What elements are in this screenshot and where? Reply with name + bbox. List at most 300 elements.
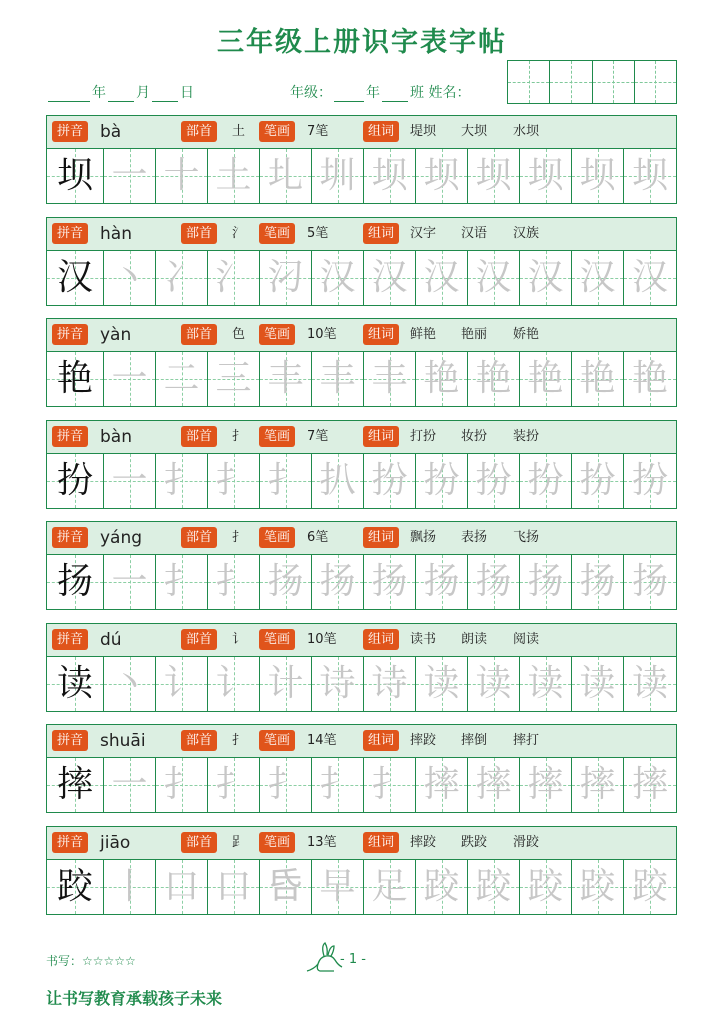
trace-character: 读 [475, 662, 512, 704]
pinyin-value: bàn [100, 426, 132, 447]
trace-cell[interactable] [260, 454, 312, 508]
trace-character: 摔 [579, 764, 616, 805]
trace-character: 丰 [371, 358, 408, 399]
trace-cell[interactable] [624, 555, 676, 609]
trace-character: 跤 [475, 865, 512, 907]
model-character: 读 [56, 662, 93, 704]
trace-character: 冫 [163, 256, 200, 298]
trace-character: 丨 [111, 865, 148, 907]
trace-cell[interactable] [260, 860, 312, 914]
trace-character: 扬 [475, 561, 512, 602]
trace-cell[interactable] [104, 251, 156, 305]
trace-character: 摔 [475, 764, 512, 805]
word-1: 摔跤 [410, 733, 437, 748]
trace-cell[interactable] [312, 454, 364, 508]
trace-cell[interactable] [208, 352, 260, 406]
words-tag: 组词 [363, 629, 399, 650]
trace-character: 二 [163, 358, 200, 399]
trace-character: 扌 [215, 459, 252, 501]
model-character: 扬 [56, 561, 93, 602]
radical-tag: 部首 [181, 629, 217, 650]
trace-character: 圳 [319, 155, 356, 196]
trace-cell[interactable] [364, 454, 416, 508]
strokes-tag: 笔画 [259, 324, 295, 345]
strokes-tag: 笔画 [259, 730, 295, 751]
block-header [47, 421, 676, 454]
block-header [47, 725, 676, 758]
model-character: 艳 [56, 358, 93, 399]
trace-character: 丶 [111, 256, 148, 298]
trace-cell[interactable] [156, 454, 208, 508]
page-title: 三年级上册识字表字帖 [217, 27, 507, 58]
trace-cell[interactable] [156, 657, 208, 711]
trace-character: 读 [527, 662, 564, 704]
strokes-tag: 笔画 [259, 832, 295, 853]
trace-cell[interactable] [416, 251, 468, 305]
pinyin-value: hàn [100, 223, 132, 244]
trace-cell[interactable] [520, 758, 572, 812]
trace-cell[interactable] [572, 860, 624, 914]
name-grid-cell[interactable] [550, 61, 592, 103]
trace-character: 摔 [423, 764, 460, 805]
trace-cell[interactable] [208, 454, 260, 508]
character-block [46, 115, 677, 204]
trace-character: 坝 [631, 155, 668, 196]
trace-cell[interactable] [416, 149, 468, 203]
name-grid-cell[interactable] [635, 61, 676, 103]
trace-cell[interactable] [468, 352, 520, 406]
trace-cell[interactable] [156, 352, 208, 406]
trace-character: 汉 [579, 256, 616, 298]
trace-cell[interactable] [468, 251, 520, 305]
trace-cell[interactable] [416, 758, 468, 812]
trace-character: 扮 [527, 459, 564, 501]
radical-value: 讠 [232, 631, 246, 647]
year-label: 年 [92, 85, 106, 101]
character-block [46, 724, 677, 813]
trace-cell[interactable] [520, 860, 572, 914]
trace-character: 跤 [423, 865, 460, 907]
trace-cell[interactable] [312, 555, 364, 609]
radical-tag: 部首 [181, 121, 217, 142]
block-header [47, 827, 676, 860]
trace-character: 扬 [579, 561, 616, 602]
trace-cell[interactable] [416, 352, 468, 406]
trace-cell[interactable] [364, 657, 416, 711]
trace-character: 扬 [267, 561, 304, 602]
trace-cell[interactable] [208, 555, 260, 609]
word-3: 水坝 [513, 124, 540, 139]
model-character: 汉 [56, 256, 93, 298]
trace-character: 一 [111, 155, 148, 196]
trace-cell[interactable] [572, 555, 624, 609]
trace-cell[interactable] [104, 149, 156, 203]
trace-character: 扌 [163, 561, 200, 602]
practice-row [47, 657, 676, 711]
trace-cell[interactable] [260, 251, 312, 305]
practice-row [47, 352, 676, 406]
trace-character: 扮 [371, 459, 408, 501]
model-character: 坝 [56, 155, 93, 196]
trace-cell[interactable] [104, 860, 156, 914]
model-character: 扮 [56, 459, 93, 501]
grade-label: 年级： [290, 85, 332, 101]
trace-cell[interactable] [208, 860, 260, 914]
trace-character: 扌 [319, 764, 356, 805]
practice-row [47, 860, 676, 914]
model-character: 摔 [56, 764, 93, 805]
word-2: 摔倒 [461, 733, 488, 748]
trace-character: 跤 [579, 865, 616, 907]
block-header [47, 319, 676, 352]
trace-cell[interactable] [572, 657, 624, 711]
class-blank[interactable] [382, 87, 408, 102]
name-grid-box[interactable] [507, 60, 677, 104]
practice-row [47, 454, 676, 508]
trace-cell[interactable] [624, 149, 676, 203]
word-3: 装扮 [513, 428, 540, 444]
trace-cell[interactable] [416, 657, 468, 711]
trace-cell[interactable] [468, 657, 520, 711]
trace-character: 扌 [163, 764, 200, 805]
trace-cell[interactable] [364, 352, 416, 406]
trace-character: 十 [163, 155, 200, 196]
block-header [47, 116, 676, 149]
words-tag: 组词 [363, 426, 399, 447]
word-1: 打扮 [410, 428, 437, 444]
strokes-value: 14笔 [307, 733, 337, 748]
pinyin-value: bà [100, 122, 122, 142]
model-cell [47, 555, 104, 609]
trace-character: 扮 [423, 459, 460, 501]
model-cell [47, 657, 104, 711]
radical-tag: 部首 [181, 426, 217, 447]
model-cell [47, 758, 104, 812]
trace-cell[interactable] [156, 149, 208, 203]
block-header [47, 624, 676, 657]
trace-character: 足 [371, 865, 408, 907]
character-block [46, 623, 677, 712]
trace-character: 扮 [631, 459, 668, 501]
word-3: 滑跤 [513, 834, 540, 850]
trace-cell[interactable] [104, 758, 156, 812]
trace-character: 艳 [423, 358, 460, 399]
pinyin-tag: 拼音 [52, 832, 88, 853]
trace-character: 坝 [371, 155, 408, 196]
trace-character: 扮 [579, 459, 616, 501]
word-1: 汉字 [410, 225, 437, 241]
pinyin-value: shuāi [100, 731, 146, 751]
trace-character: 一 [111, 561, 148, 602]
trace-cell[interactable] [312, 149, 364, 203]
trace-character: 扬 [631, 561, 668, 602]
trace-character: 摔 [527, 764, 564, 805]
name-grid-cell[interactable] [593, 61, 635, 103]
radical-tag: 部首 [181, 223, 217, 244]
radical-value: 𧾷 [232, 834, 246, 850]
trace-cell[interactable] [520, 149, 572, 203]
word-2: 大坝 [461, 124, 488, 139]
trace-cell[interactable] [624, 454, 676, 508]
trace-character: 艳 [631, 358, 668, 399]
trace-character: 扌 [371, 764, 408, 805]
trace-cell[interactable] [364, 555, 416, 609]
trace-cell[interactable] [572, 758, 624, 812]
strokes-value: 10笔 [307, 631, 337, 647]
trace-character: 诗 [319, 662, 356, 704]
character-block [46, 420, 677, 509]
strokes-value: 5笔 [307, 225, 329, 241]
pinyin-value: yáng [100, 528, 143, 548]
strokes-tag: 笔画 [259, 121, 295, 142]
pinyin-tag: 拼音 [52, 730, 88, 751]
trace-cell[interactable] [468, 454, 520, 508]
trace-cell[interactable] [156, 251, 208, 305]
rabbit-icon [304, 940, 344, 974]
month-blank[interactable] [108, 87, 134, 102]
trace-character: 扌 [267, 459, 304, 501]
words-tag: 组词 [363, 121, 399, 142]
model-cell [47, 149, 104, 203]
class-label: 班 [410, 85, 424, 101]
trace-cell[interactable] [312, 352, 364, 406]
trace-character: 跤 [631, 865, 668, 907]
trace-cell[interactable] [312, 758, 364, 812]
trace-cell[interactable] [104, 555, 156, 609]
trace-cell[interactable] [624, 251, 676, 305]
trace-character: 汉 [475, 256, 512, 298]
date-line [46, 82, 194, 102]
trace-cell[interactable] [416, 454, 468, 508]
trace-character: 扬 [423, 561, 460, 602]
word-1: 堤坝 [410, 124, 437, 139]
trace-cell[interactable] [468, 758, 520, 812]
practice-row [47, 149, 676, 203]
trace-character: 丰 [267, 358, 304, 399]
trace-cell[interactable] [208, 758, 260, 812]
radical-value: 扌 [232, 733, 246, 748]
word-2: 汉语 [461, 225, 488, 241]
trace-character: 坝 [423, 155, 460, 196]
trace-cell[interactable] [364, 251, 416, 305]
practice-row [47, 555, 676, 609]
trace-cell[interactable] [156, 555, 208, 609]
pinyin-tag: 拼音 [52, 426, 88, 447]
trace-character: 艳 [475, 358, 512, 399]
word-2: 跌跤 [461, 834, 488, 850]
trace-character: 计 [267, 662, 304, 704]
trace-character: 扌 [215, 561, 252, 602]
block-header [47, 522, 676, 555]
trace-cell[interactable] [312, 657, 364, 711]
trace-character: 坝 [475, 155, 512, 196]
trace-character: 扮 [475, 459, 512, 501]
trace-character: 汈 [267, 256, 304, 298]
trace-cell[interactable] [104, 352, 156, 406]
trace-cell[interactable] [520, 657, 572, 711]
strokes-tag: 笔画 [259, 629, 295, 650]
radical-tag: 部首 [181, 730, 217, 751]
trace-cell[interactable] [364, 860, 416, 914]
trace-cell[interactable] [624, 758, 676, 812]
trace-character: 扒 [319, 459, 356, 501]
slogan: 让书写教育承载孩子未来 [46, 989, 223, 1008]
word-3: 飞扬 [513, 530, 540, 545]
word-1: 鲜艳 [410, 327, 437, 342]
words-tag: 组词 [363, 527, 399, 548]
strokes-tag: 笔画 [259, 223, 295, 244]
trace-cell[interactable] [260, 352, 312, 406]
words-tag: 组词 [363, 223, 399, 244]
name-label: 姓名： [428, 85, 471, 101]
trace-cell[interactable] [312, 860, 364, 914]
trace-cell[interactable] [520, 352, 572, 406]
trace-cell[interactable] [520, 555, 572, 609]
trace-cell[interactable] [260, 657, 312, 711]
trace-cell[interactable] [104, 454, 156, 508]
trace-cell[interactable] [468, 149, 520, 203]
trace-character: 汉 [423, 256, 460, 298]
model-cell [47, 860, 104, 914]
grade-year-label: 年 [366, 85, 380, 101]
trace-cell[interactable] [156, 860, 208, 914]
trace-character: 𠯑 [267, 865, 304, 907]
model-character: 跤 [56, 865, 93, 907]
trace-character: 摔 [631, 764, 668, 805]
trace-character: 丶 [111, 662, 148, 704]
character-block [46, 217, 677, 306]
trace-character: 扌 [163, 459, 200, 501]
trace-character: 诗 [371, 662, 408, 704]
trace-cell[interactable] [624, 860, 676, 914]
trace-cell[interactable] [416, 555, 468, 609]
character-block [46, 521, 677, 610]
strokes-value: 6笔 [307, 530, 329, 545]
trace-cell[interactable] [260, 555, 312, 609]
word-2: 妆扮 [461, 428, 488, 444]
trace-character: 读 [631, 662, 668, 704]
practice-row [47, 758, 676, 812]
trace-character: 扬 [319, 561, 356, 602]
trace-character: 早 [319, 865, 356, 907]
trace-cell[interactable] [364, 149, 416, 203]
trace-cell[interactable] [208, 251, 260, 305]
radical-value: 色 [232, 327, 246, 342]
word-3: 摔打 [513, 733, 540, 748]
trace-cell[interactable] [572, 149, 624, 203]
trace-character: 读 [579, 662, 616, 704]
trace-character: 坝 [579, 155, 616, 196]
trace-character: 扬 [371, 561, 408, 602]
pinyin-tag: 拼音 [52, 324, 88, 345]
trace-cell[interactable] [260, 758, 312, 812]
pinyin-value: dú [100, 629, 122, 650]
trace-cell[interactable] [156, 758, 208, 812]
trace-cell[interactable] [468, 860, 520, 914]
trace-character: 汉 [319, 256, 356, 298]
radical-tag: 部首 [181, 324, 217, 345]
radical-value: 氵 [232, 225, 246, 241]
trace-cell[interactable] [416, 860, 468, 914]
strokes-value: 7笔 [307, 428, 329, 444]
strokes-value: 13笔 [307, 834, 337, 850]
year-blank[interactable] [48, 87, 90, 102]
pinyin-tag: 拼音 [52, 223, 88, 244]
model-cell [47, 454, 104, 508]
trace-character: 读 [423, 662, 460, 704]
trace-character: 氵 [215, 256, 252, 298]
radical-tag: 部首 [181, 527, 217, 548]
word-2: 艳丽 [461, 327, 488, 342]
month-label: 月 [136, 85, 150, 101]
trace-character: 土 [215, 155, 252, 196]
words-tag: 组词 [363, 324, 399, 345]
word-2: 表扬 [461, 530, 488, 545]
character-block [46, 318, 677, 407]
strokes-value: 7笔 [307, 124, 329, 139]
radical-value: 扌 [232, 530, 246, 545]
trace-character: 汉 [371, 256, 408, 298]
radical-value: 土 [232, 124, 246, 139]
word-3: 汉族 [513, 225, 540, 241]
trace-character: 扌 [215, 764, 252, 805]
block-header [47, 218, 676, 251]
trace-cell[interactable] [572, 454, 624, 508]
grade-blank[interactable] [334, 87, 364, 102]
trace-cell[interactable] [572, 352, 624, 406]
trace-character: 坝 [527, 155, 564, 196]
page-number-area [304, 940, 394, 974]
radical-tag: 部首 [181, 832, 217, 853]
trace-character: 艳 [579, 358, 616, 399]
word-3: 娇艳 [513, 327, 540, 342]
trace-character: 扬 [527, 561, 564, 602]
trace-cell[interactable] [520, 251, 572, 305]
trace-cell[interactable] [624, 657, 676, 711]
trace-character: 扌 [267, 764, 304, 805]
trace-cell[interactable] [208, 149, 260, 203]
day-blank[interactable] [152, 87, 178, 102]
trace-cell[interactable] [520, 454, 572, 508]
model-cell [47, 352, 104, 406]
trace-cell[interactable] [104, 657, 156, 711]
trace-character: 一 [111, 358, 148, 399]
word-2: 朗读 [461, 631, 488, 647]
trace-cell[interactable] [260, 149, 312, 203]
trace-cell[interactable] [364, 758, 416, 812]
trace-cell[interactable] [624, 352, 676, 406]
pinyin-tag: 拼音 [52, 527, 88, 548]
pinyin-value: yàn [100, 325, 132, 345]
trace-character: 一 [111, 764, 148, 805]
trace-character: 一 [111, 459, 148, 501]
word-1: 摔跤 [410, 834, 437, 850]
trace-cell[interactable] [572, 251, 624, 305]
score-stars: 书写：☆☆☆☆☆ [46, 954, 136, 968]
name-grid-cell[interactable] [508, 61, 550, 103]
trace-character: 汉 [631, 256, 668, 298]
trace-character: 跤 [527, 865, 564, 907]
words-tag: 组词 [363, 832, 399, 853]
trace-cell[interactable] [208, 657, 260, 711]
student-line [290, 82, 470, 102]
trace-character: 圠 [267, 155, 304, 196]
strokes-tag: 笔画 [259, 527, 295, 548]
trace-cell[interactable] [312, 251, 364, 305]
trace-cell[interactable] [468, 555, 520, 609]
model-cell [47, 251, 104, 305]
word-1: 飘扬 [410, 530, 437, 545]
